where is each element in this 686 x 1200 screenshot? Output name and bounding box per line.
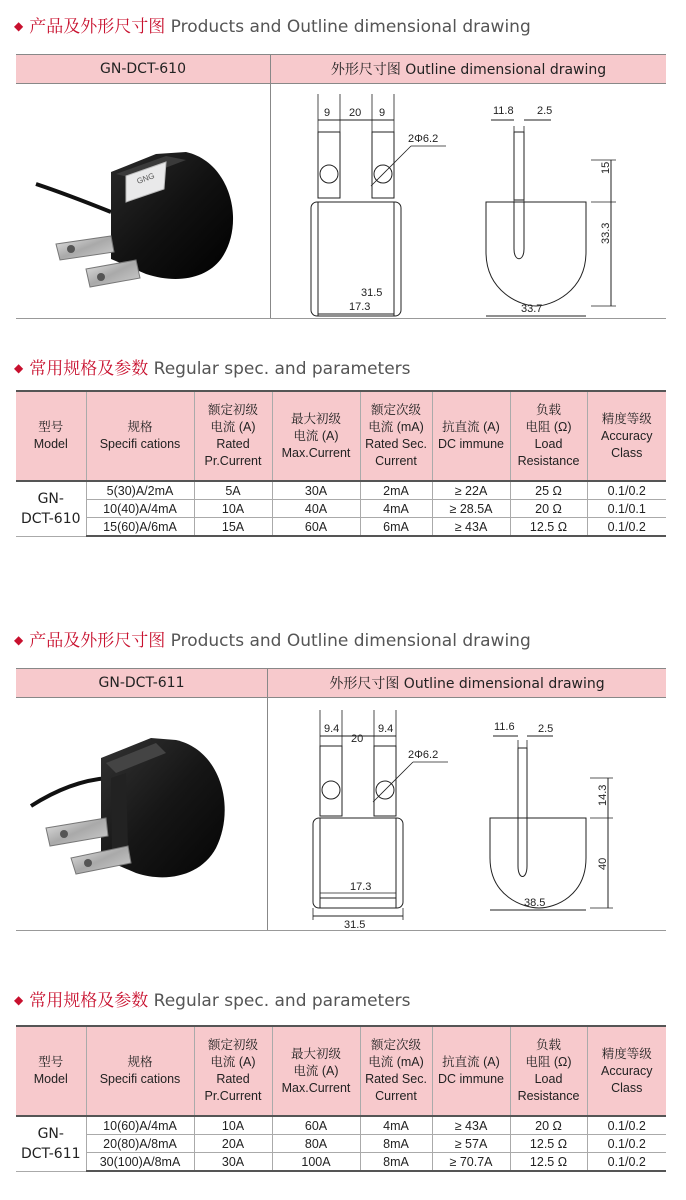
header-dc-immune: 抗直流 (A) DC immune [432, 391, 510, 481]
model-heading: GN-DCT-611 [16, 669, 268, 697]
header-max-current: 最大初级 电流 (A) Max.Current [272, 1026, 360, 1116]
svg-text:2Φ6.2: 2Φ6.2 [408, 133, 439, 145]
outline-header-row [16, 668, 666, 698]
spec-header-row [16, 1026, 666, 1116]
svg-text:9: 9 [324, 107, 331, 119]
outline-header-row [16, 54, 666, 84]
svg-text:9: 9 [379, 107, 386, 119]
diamond-bullet-icon: ◆ [14, 993, 24, 1007]
spec-header-row [16, 391, 666, 481]
current-transformer-photo [16, 698, 267, 930]
section-title-spec-2: ◆ 常用规格及参数 Regular spec. and parameters [14, 991, 411, 1011]
model-cell: GN- DCT-610 [16, 481, 86, 536]
header-spec: 规格 Specifi cations [86, 1026, 194, 1116]
table-row: GN- DCT-611 10(60)A/4mA 10A 60A 4mA ≥ 43A 20 Ω 0.1/0.2 [16, 1116, 666, 1135]
model-cell: GN- DCT-611 [16, 1116, 86, 1171]
section-title-outline-1: ◆ 产品及外形尺寸图 Products and Outline dimensional drawing [14, 17, 531, 37]
svg-text:17.3: 17.3 [350, 881, 372, 893]
svg-text:2Φ6.2: 2Φ6.2 [408, 749, 439, 761]
header-accuracy: 精度等级 Accuracy Class [587, 1026, 666, 1116]
table-row: GN- DCT-610 5(30)A/2mA 5A 30A 2mA ≥ 22A 25 Ω 0.1/0.2 [16, 481, 666, 500]
product-photo-610 [16, 84, 271, 318]
header-dc-immune: 抗直流 (A) DC immune [432, 1026, 510, 1116]
spec-table-611 [16, 1025, 666, 1172]
svg-text:20: 20 [349, 107, 362, 119]
svg-text:33.3: 33.3 [600, 222, 612, 244]
header-spec: 规格 Specifi cations [86, 391, 194, 481]
header-rated-primary: 额定初级 电流 (A) Rated Pr.Current [194, 1026, 272, 1116]
header-rated-primary: 额定初级 电流 (A) Rated Pr.Current [194, 391, 272, 481]
outline-box-1 [16, 54, 666, 319]
svg-text:14.3: 14.3 [597, 784, 609, 806]
diamond-bullet-icon: ◆ [14, 19, 24, 33]
header-accuracy: 精度等级 Accuracy Class [587, 391, 666, 481]
svg-text:2.5: 2.5 [537, 105, 553, 117]
table-row: 10(40)A/4mA 10A 40A 4mA ≥ 28.5A 20 Ω 0.1/0.1 [16, 500, 666, 518]
header-model: 型号 Model [16, 391, 86, 481]
svg-text:31.5: 31.5 [344, 919, 366, 930]
dimension-labels [268, 698, 666, 930]
current-transformer-photo [16, 84, 270, 318]
svg-text:38.5: 38.5 [524, 897, 546, 909]
svg-text:11.8: 11.8 [493, 105, 514, 117]
svg-text:40: 40 [597, 857, 609, 870]
header-load-resistance: 负载 电阻 (Ω) Load Resistance [510, 391, 587, 481]
svg-text:17.3: 17.3 [349, 301, 371, 313]
svg-text:33.7: 33.7 [521, 303, 543, 315]
header-rated-secondary: 额定次级 电流 (mA) Rated Sec. Current [360, 391, 432, 481]
header-max-current: 最大初级 电流 (A) Max.Current [272, 391, 360, 481]
section-title-outline-2: ◆ 产品及外形尺寸图 Products and Outline dimensional drawing [14, 631, 531, 651]
header-rated-secondary: 额定次级 电流 (mA) Rated Sec. Current [360, 1026, 432, 1116]
svg-text:9.4: 9.4 [378, 723, 394, 735]
product-photo-611 [16, 698, 268, 930]
table-row: 20(80)A/8mA 20A 80A 8mA ≥ 57A 12.5 Ω 0.1/0.2 [16, 1135, 666, 1153]
table-row: 15(60)A/6mA 15A 60A 6mA ≥ 43A 12.5 Ω 0.1/0.2 [16, 518, 666, 537]
svg-text:20: 20 [351, 733, 364, 745]
drawing-heading: 外形尺寸图 Outline dimensional drawing [330, 62, 607, 78]
spec-table-610 [16, 390, 666, 537]
dimension-label-overall-610 [287, 283, 682, 303]
drawing-heading: 外形尺寸图 Outline dimensional drawing [329, 676, 605, 692]
svg-text:9.4: 9.4 [324, 723, 340, 735]
svg-text:2.5: 2.5 [538, 723, 554, 735]
svg-text:31.5: 31.5 [361, 287, 383, 299]
model-heading: GN-DCT-610 [16, 55, 271, 83]
diamond-bullet-icon: ◆ [14, 633, 24, 647]
outline-drawing-611 [268, 698, 666, 930]
diamond-bullet-icon: ◆ [14, 361, 24, 375]
outline-box-2 [16, 668, 666, 931]
header-model: 型号 Model [16, 1026, 86, 1116]
section-title-spec-1: ◆ 常用规格及参数 Regular spec. and parameters [14, 359, 411, 379]
svg-text:15: 15 [600, 161, 612, 174]
table-row: 30(100)A/8mA 30A 100A 8mA ≥ 70.7A 12.5 Ω 0.1/0.2 [16, 1153, 666, 1172]
svg-text:11.6: 11.6 [494, 721, 515, 733]
svg-text:GNG: GNG [135, 171, 156, 186]
header-load-resistance: 负载 电阻 (Ω) Load Resistance [510, 1026, 587, 1116]
